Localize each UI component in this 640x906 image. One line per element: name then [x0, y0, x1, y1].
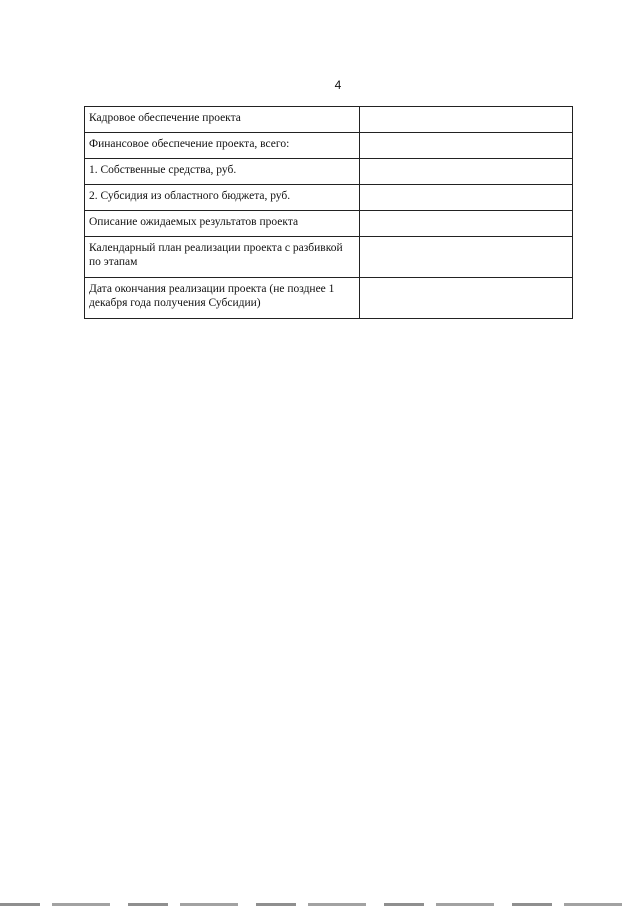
row-label: Кадровое обеспечение проекта	[85, 107, 360, 133]
row-label: 1. Собственные средства, руб.	[85, 159, 360, 185]
table-row	[85, 237, 573, 278]
row-label: Календарный план реализации проекта с разбивкой по этапам	[85, 237, 360, 278]
table-row	[85, 159, 573, 185]
row-label: Описание ожидаемых результатов проекта	[85, 211, 360, 237]
table-row	[85, 133, 573, 159]
row-value	[360, 278, 573, 319]
row-value	[360, 211, 573, 237]
row-value	[360, 133, 573, 159]
row-label: 2. Субсидия из областного бюджета, руб.	[85, 185, 360, 211]
row-label: Финансовое обеспечение проекта, всего:	[85, 133, 360, 159]
table-row	[85, 107, 573, 133]
table-row	[85, 185, 573, 211]
row-value	[360, 237, 573, 278]
row-value	[360, 107, 573, 133]
page-number: 4	[334, 78, 342, 92]
project-info-table	[84, 106, 573, 319]
row-value	[360, 159, 573, 185]
row-value	[360, 185, 573, 211]
table-row	[85, 278, 573, 319]
row-label: Дата окончания реализации проекта (не позднее 1 декабря года получения Субсидии)	[85, 278, 360, 319]
table-row	[85, 211, 573, 237]
